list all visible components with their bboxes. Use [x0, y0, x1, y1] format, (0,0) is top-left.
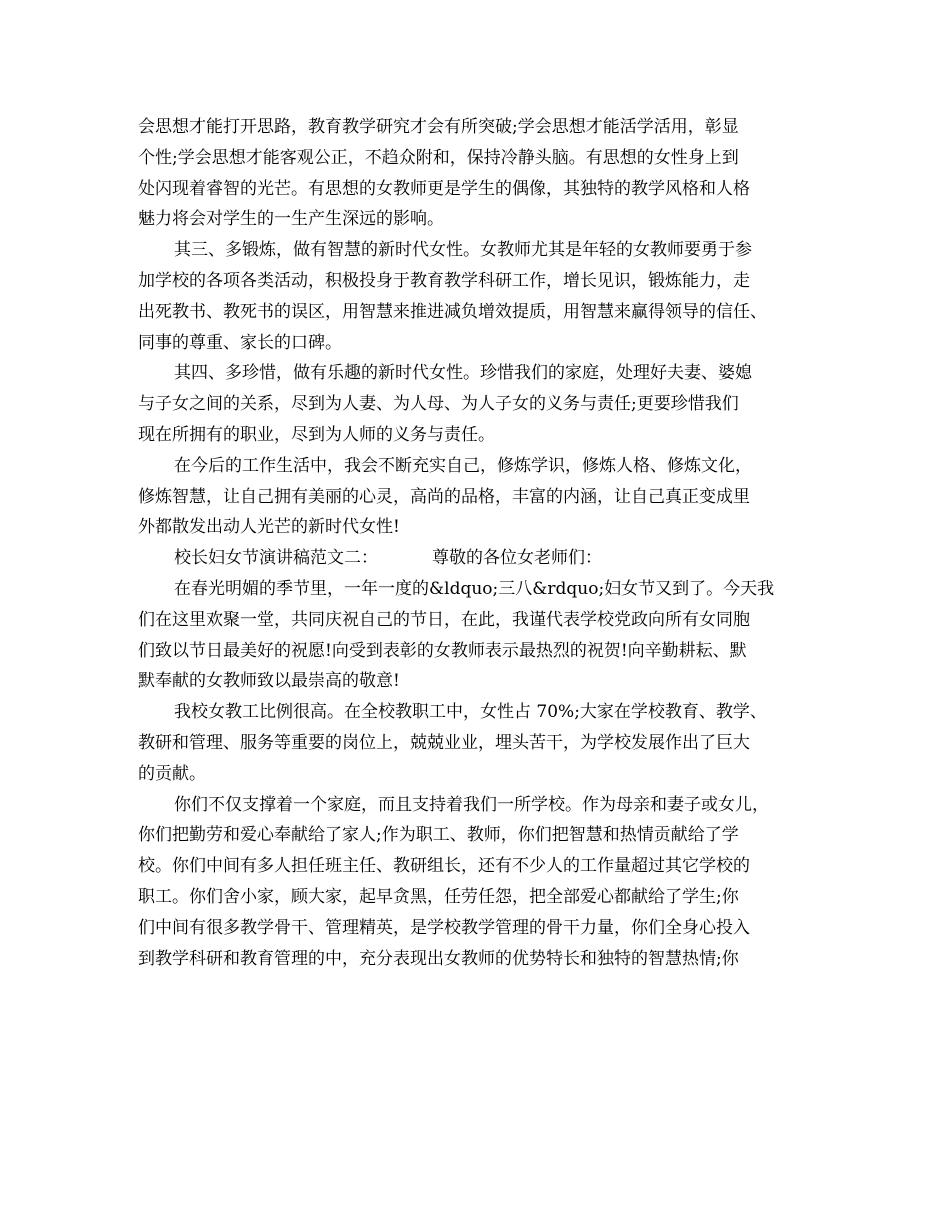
paragraph-start-line: 在春光明媚的季节里，一年一度的&ldquo;三八&rdquo;妇女节又到了。今天我	[174, 578, 775, 599]
text-line: 出死教书、教死书的误区，用智慧来推进减负增效提质，用智慧来赢得领导的信任、	[138, 301, 767, 322]
body-text	[138, 112, 838, 974]
section-heading: 校长妇女节演讲稿范文二：	[174, 548, 378, 569]
text-line: 默奉献的女教师致以最崇高的敬意!	[138, 671, 400, 692]
text-line: 现在所拥有的职业，尽到为人师的义务与责任。	[138, 424, 495, 445]
paragraph-start-line: 其四、多珍惜，做有乐趣的新时代女性。珍惜我们的家庭，处理好夫妻、婆媳	[174, 363, 752, 384]
text-line: 校。你们中间有多人担任班主任、教研组长，还有不少人的工作量超过其它学校的	[138, 856, 750, 877]
text-line: 魅力将会对学生的一生产生深远的影响。	[138, 209, 444, 230]
section-heading-line	[138, 543, 838, 574]
paragraph-start-line: 你们不仅支撑着一个家庭，而且支持着我们一所学校。作为母亲和妻子或女儿，	[174, 794, 769, 815]
text-line: 职工。你们舍小家，顾大家，起早贪黑，任劳任怨，把全部爱心都献给了学生;你	[138, 886, 739, 907]
text-line: 与子女之间的关系，尽到为人妻、为人母、为人子女的义务与责任;更要珍惜我们	[138, 394, 739, 415]
text-line: 个性;学会思想才能客观公正，不趋众附和，保持冷静头脑。有思想的女性身上到	[138, 147, 739, 168]
text-line: 加学校的各项各类活动，积极投身于教育教学科研工作，增长见识，锻炼能力，走	[138, 270, 750, 291]
salutation: 尊敬的各位女老师们：	[432, 548, 602, 569]
text-line: 处闪现着睿智的光芒。有思想的女教师更是学生的偶像，其独特的教学风格和人格	[138, 178, 750, 199]
text-line: 同事的尊重、家长的口碑。	[138, 332, 342, 353]
paragraph-start-line: 我校女教工比例很高。在全校教职工中，女性占 70%;大家在学校教育、教学、	[174, 702, 767, 723]
paragraph-start-line: 在今后的工作生活中，我会不断充实自己，修炼学识，修炼人格、修炼文化，	[174, 455, 752, 476]
paragraph-start-line: 其三、多锻炼，做有智慧的新时代女性。女教师尤其是年轻的女教师要勇于参	[174, 240, 752, 261]
text-line: 外都散发出动人光芒的新时代女性!	[138, 517, 400, 538]
text-line: 会思想才能打开思路，教育教学研究才会有所突破;学会思想才能活学活用，彰显	[138, 117, 739, 137]
text-line: 教研和管理、服务等重要的岗位上，兢兢业业，埋头苦干，为学校发展作出了巨大	[138, 732, 750, 753]
text-line: 们中间有很多教学骨干、管理精英，是学校教学管理的骨干力量，你们全身心投入	[138, 917, 750, 938]
text-line: 修炼智慧，让自己拥有美丽的心灵，高尚的品格，丰富的内涵，让自己真正变成里	[138, 486, 750, 507]
text-line: 你们把勤劳和爱心奉献给了家人;作为职工、教师，你们把智慧和热情贡献给了学	[138, 825, 739, 846]
text-line: 们在这里欢聚一堂，共同庆祝自己的节日，在此，我谨代表学校党政向所有女同胞	[138, 609, 750, 630]
text-line: 们致以节日最美好的祝愿!向受到表彰的女教师表示最热烈的祝贺!向辛勤耕耘、默	[138, 640, 747, 661]
text-line: 的贡献。	[138, 763, 206, 784]
text-line: 到教学科研和教育管理的中，充分表现出女教师的优势特长和独特的智慧热情;你	[138, 948, 739, 969]
